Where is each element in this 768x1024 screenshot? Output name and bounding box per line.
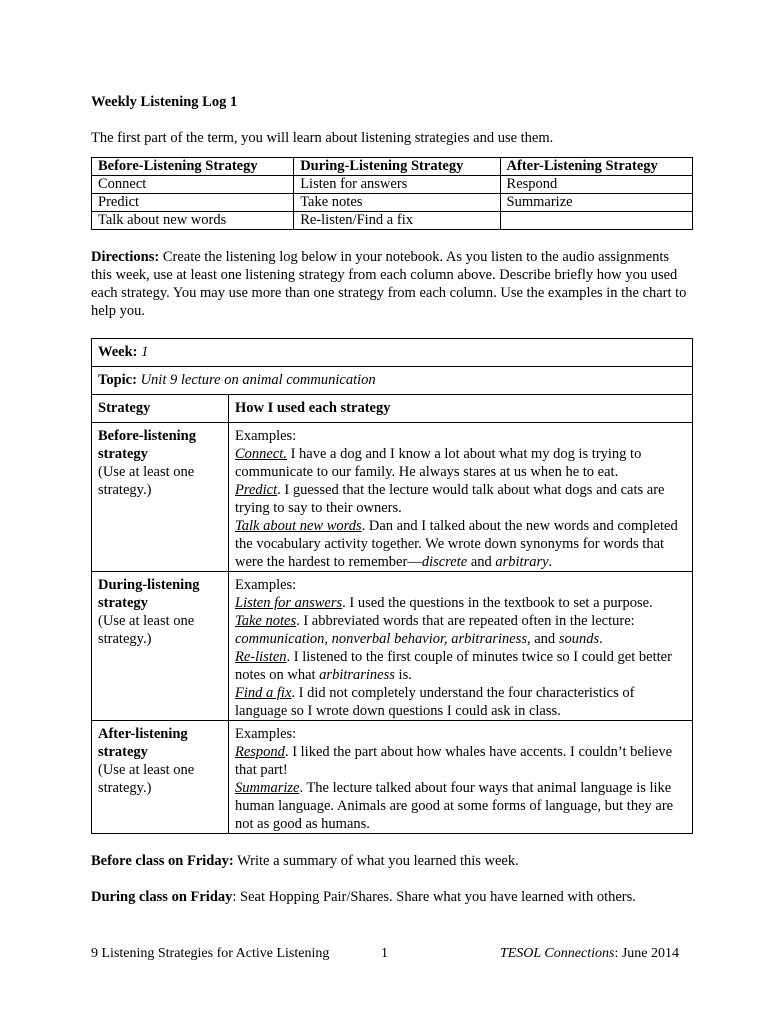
example-relisten: Re-listen. I listened to the first couple of minutes twice so I could get better notes on what arbitrariness is.	[235, 649, 672, 683]
strategy-cell	[92, 572, 229, 721]
table-cell: Re-listen/Find a fix	[294, 212, 500, 230]
examples-cell	[229, 721, 693, 834]
table-row	[92, 212, 693, 230]
before-class-note: Before class on Friday: Write a summary of what you learned this week.	[91, 853, 519, 869]
header-during: During-Listening Strategy	[294, 158, 500, 176]
page-title: Weekly Listening Log 1	[91, 94, 238, 110]
example-summarize: Summarize. The lecture talked about four ways that animal language is like human language. Animals are good at some forms of language, but they are not as good as humans.	[235, 780, 674, 832]
topic-label: Topic:	[98, 372, 137, 388]
page-footer	[91, 945, 679, 963]
examples-cell	[229, 572, 693, 721]
footer-source: TESOL Connections: June 2014	[499, 946, 679, 961]
table-cell	[500, 212, 692, 230]
example-connect: Connect. I have a dog and I know a lot about what my dog is trying to communicate to our family. He always stares at us when he to eat.	[235, 446, 642, 480]
intro-text: The first part of the term, you will learn about listening strategies and use them.	[91, 130, 554, 146]
header-after: After-Listening Strategy	[500, 158, 692, 176]
strategy-cell	[92, 721, 229, 834]
example-take-notes: Take notes. I abbreviated words that are repeated often in the lecture: communication, nonverbal behavior, arbitrariness, and sounds.	[235, 613, 635, 647]
during-class-note: During class on Friday: Seat Hopping Pair/Shares. Share what you have learned with others.	[91, 889, 636, 905]
before-listening-label: Before-listening strategy	[98, 428, 196, 462]
footer-title: 9 Listening Strategies for Active Listening	[91, 946, 330, 961]
strategy-column-header: Strategy	[92, 395, 229, 423]
strategy-table	[91, 157, 693, 230]
week-value: 1	[141, 344, 149, 360]
week-row	[92, 339, 693, 367]
table-row	[92, 176, 693, 194]
example-listen: Listen for answers. I used the questions in the textbook to set a purpose.	[235, 595, 653, 611]
table-cell: Listen for answers	[294, 176, 500, 194]
document-page	[91, 93, 693, 906]
examples-label: Examples:	[235, 428, 297, 444]
listening-log-table	[91, 338, 693, 834]
week-cell	[92, 339, 693, 367]
week-label: Week:	[98, 344, 138, 360]
before-listening-row	[92, 423, 693, 572]
after-listening-label: After-listening strategy	[98, 726, 188, 760]
log-header-row	[92, 395, 693, 423]
page-number: 1	[381, 946, 388, 961]
after-listening-row	[92, 721, 693, 834]
use-note: (Use at least one strategy.)	[98, 464, 195, 498]
example-find-fix: Find a fix. I did not completely understand the four characteristics of language so I wrote down questions I could ask in class.	[235, 685, 635, 719]
header-before: Before-Listening Strategy	[92, 158, 294, 176]
use-note: (Use at least one strategy.)	[98, 762, 195, 796]
table-cell: Respond	[500, 176, 692, 194]
table-cell: Talk about new words	[92, 212, 294, 230]
example-talk-new-words: Talk about new words. Dan and I talked about the new words and completed the vocabulary activity together. We wrote down synonyms for words that were the hardest to remember—discrete and arbitrary.	[235, 518, 678, 570]
directions-text: Create the listening log below in your notebook. As you listen to the audio assignments this week, use at least one listening strategy from each column above. Describe briefly how you used each strategy. You may use more than one strategy from each column. Use the examples in the chart to help you.	[91, 249, 687, 319]
table-row	[92, 194, 693, 212]
strategy-table-header	[92, 158, 693, 176]
examples-label: Examples:	[235, 726, 297, 742]
during-listening-label: During-listening strategy	[98, 577, 200, 611]
topic-cell	[92, 367, 693, 395]
topic-row	[92, 367, 693, 395]
table-cell: Predict	[92, 194, 294, 212]
table-cell: Connect	[92, 176, 294, 194]
how-column-header: How I used each strategy	[229, 395, 693, 423]
use-note: (Use at least one strategy.)	[98, 613, 195, 647]
during-listening-row	[92, 572, 693, 721]
directions-paragraph	[91, 248, 693, 320]
table-cell: Take notes	[294, 194, 500, 212]
examples-cell	[229, 423, 693, 572]
directions-label: Directions:	[91, 249, 160, 265]
examples-label: Examples:	[235, 577, 297, 593]
example-predict: Predict. I guessed that the lecture would talk about what dogs and cats are trying to say to their owners.	[235, 482, 665, 516]
example-respond: Respond. I liked the part about how whales have accents. I couldn’t believe that part!	[235, 744, 673, 778]
table-cell: Summarize	[500, 194, 692, 212]
strategy-cell	[92, 423, 229, 572]
topic-value: Unit 9 lecture on animal communication	[140, 372, 376, 388]
